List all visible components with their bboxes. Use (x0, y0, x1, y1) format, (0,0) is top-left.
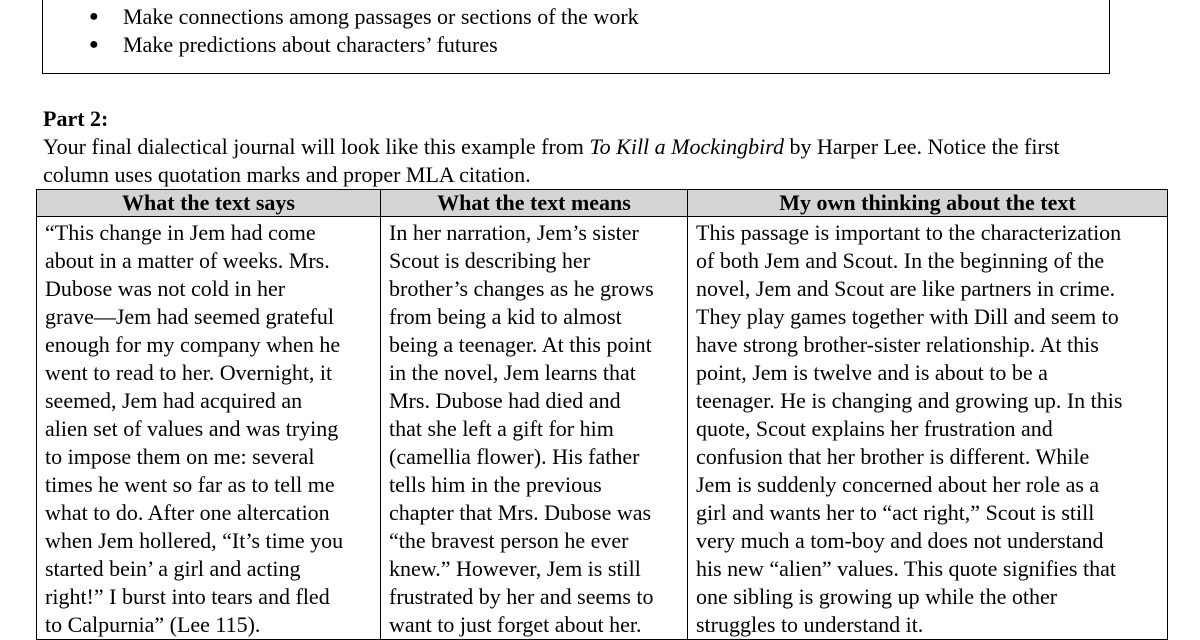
cell-text-line: Jem is suddenly concerned about her role as a (696, 472, 1100, 497)
cell-text-line: times he went so far as to tell me (45, 472, 335, 497)
cell-text-line: from being a kid to almost (389, 304, 622, 329)
table-row (37, 217, 1168, 640)
cell-text-line: confusion that her brother is different. While (696, 444, 1090, 469)
cell-text-line: Scout is describing her (389, 248, 591, 273)
bullet-icon: ● (89, 36, 99, 53)
cell-text-line: teenager. He is changing and growing up. In this (696, 388, 1123, 413)
cell-text-line: to Calpurnia” (Lee 115). (45, 612, 261, 637)
cell-text-line: alien set of values and was trying (45, 416, 339, 441)
bullet-text: Make predictions about characters’ futures (123, 32, 498, 57)
cell-text-line: went to read to her. Overnight, it (45, 360, 333, 385)
cell-text-line: what to do. After one altercation (45, 500, 330, 525)
intro-text: Your final dialectical journal will look like this example from (43, 134, 590, 159)
cell-text-means (381, 217, 688, 640)
cell-text-line: right!” I burst into tears and fled (45, 584, 330, 609)
cell-text-line: They play games together with Dill and seem to (696, 304, 1119, 329)
cell-text-line: girl and wants her to “act right,” Scout is still (696, 500, 1095, 525)
intro-line-2: column uses quotation marks and proper MLA citation. (43, 162, 531, 187)
cell-text-line: (camellia flower). His father (389, 444, 640, 469)
cell-text-line: Mrs. Dubose had died and (389, 388, 621, 413)
header-text-says: What the text says (37, 190, 381, 217)
intro-text: by Harper Lee. Notice the first (784, 134, 1060, 159)
cell-text-line: chapter that Mrs. Dubose was (389, 500, 652, 525)
table-header-row (37, 190, 1168, 217)
cell-text-line: This passage is important to the characterization (696, 220, 1122, 245)
cell-text-line: of both Jem and Scout. In the beginning of the (696, 248, 1105, 273)
instructions-box (42, 0, 1110, 74)
cell-text-line: frustrated by her and seems to (389, 584, 654, 609)
bullet-text: Make connections among passages or sections of the work (123, 4, 639, 29)
cell-text-line: grave—Jem had seemed grateful (45, 304, 334, 329)
cell-text-line: “the bravest person he ever (389, 528, 629, 553)
cell-text-line: have strong brother-sister relationship. At this (696, 332, 1099, 357)
cell-text-line: In her narration, Jem’s sister (389, 220, 639, 245)
part-intro (43, 133, 1153, 189)
cell-text-line: Dubose was not cold in her (45, 276, 286, 301)
cell-text-line: knew.” However, Jem is still (389, 556, 641, 581)
cell-text-line: struggles to understand it. (696, 612, 924, 637)
bullet-icon: ● (89, 8, 99, 25)
intro-line-1 (43, 133, 1153, 161)
cell-text-line: very much a tom-boy and does not understand (696, 528, 1104, 553)
dialectical-journal-table (36, 189, 1168, 640)
cell-text-line: started bein’ a girl and acting (45, 556, 301, 581)
cell-text-line: want to just forget about her. (389, 612, 642, 637)
cell-text-line: to impose them on me: several (45, 444, 315, 469)
cell-text-line: that she left a gift for him (389, 416, 614, 441)
cell-text-line: when Jem hollered, “It’s time you (45, 528, 344, 553)
header-own-thinking: My own thinking about the text (688, 190, 1168, 217)
cell-text-line: quote, Scout explains her frustration and (696, 416, 1053, 441)
book-title: To Kill a Mockingbird (589, 134, 784, 159)
cell-own-thinking (688, 217, 1168, 640)
cell-text-line: novel, Jem and Scout are like partners in crime. (696, 276, 1116, 301)
cell-text-line: point, Jem is twelve and is about to be a (696, 360, 1048, 385)
list-item (89, 31, 639, 59)
cell-text-line: tells him in the previous (389, 472, 602, 497)
part-title: Part 2: (43, 106, 109, 131)
cell-text-line: about in a matter of weeks. Mrs. (45, 248, 330, 273)
cell-text-line: one sibling is growing up while the other (696, 584, 1058, 609)
cell-text-line: brother’s changes as he grows (389, 276, 654, 301)
header-text-means: What the text means (381, 190, 688, 217)
cell-text-line: his new “alien” values. This quote signifies that (696, 556, 1116, 581)
cell-text-line: in the novel, Jem learns that (389, 360, 636, 385)
cell-text-line: being a teenager. At this point (389, 332, 652, 357)
cell-text-says (37, 217, 381, 640)
instructions-list (89, 3, 639, 59)
list-item (89, 3, 639, 31)
cell-text-line: “This change in Jem had come (45, 220, 316, 245)
cell-text-line: enough for my company when he (45, 332, 341, 357)
cell-text-line: seemed, Jem had acquired an (45, 388, 303, 413)
